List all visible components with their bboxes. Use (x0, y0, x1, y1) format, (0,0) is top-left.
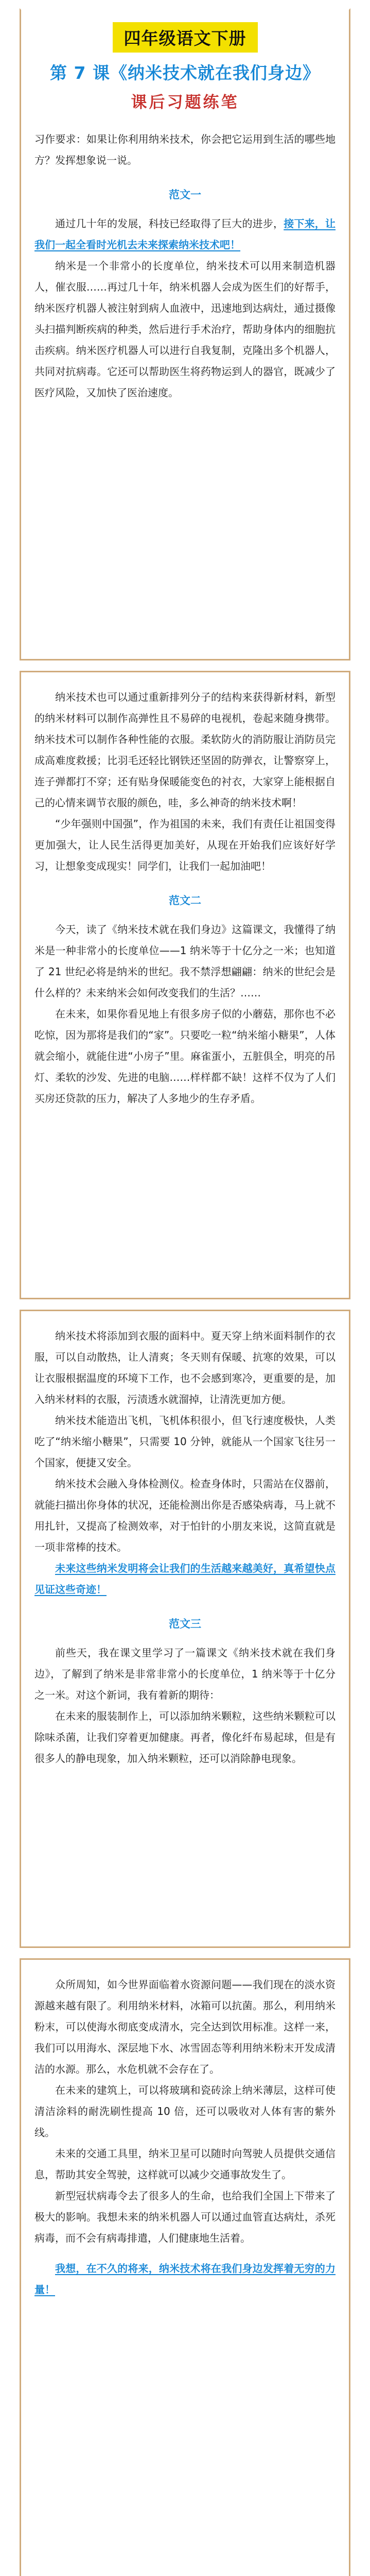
fanwen-1-paragraph-1 (34, 213, 336, 256)
fanwen-2-paragraph-2: 在未来，如果你看见地上有很多房子似的小蘑菇，那你也不必吃惊，因为那将是我们的“家”。只要吃一粒“纳米缩小糖果”，人体就会缩小，就能住进“小房子”里。麻雀蛋小，五脏俱全，明亮的吊灯、柔软的沙发、先进的电脑……样样都不缺！这样不仅为了人们买房还贷款的压力，解决了人多地少的生存矛盾。 (34, 1008, 336, 1105)
fanwen-2-paragraph-6: 未来这些纳米发明将会让我们的生活越来越美好，真希望快点见证这些奇迹！ (34, 1562, 336, 1596)
grade-title: 四年级语文下册 (113, 22, 258, 53)
card-3 (20, 1310, 350, 1948)
card-2 (20, 671, 350, 1299)
fanwen-3-heading: 范文三 (169, 1618, 201, 1630)
card-4 (20, 1958, 350, 2576)
fanwen-1-heading: 范文一 (169, 189, 201, 201)
fanwen-1-paragraph-2: 纳米是一个非常小的长度单位，纳米技术可以用来制造机器人，催衣服……再过几十年，纳米机器人会成为医生们的好帮手，纳米医疗机器人被注射到病人血液中，迅速地到达病灶，通过摄像头扫描判断疾病的种类，然后进行手术治疗，帮助身体内的细胞抗击疾病。纳米医疗机器人可以进行自我复制，克隆出多个机器人，共同对抗病毒。它还可以帮助医生将药物运到人的器官，既减少了医疗风险，又加快了医治速度。 (34, 260, 336, 399)
fanwen-3-paragraph-6: 新型冠状病毒令去了很多人的生命，也给我们全国上下带来了极大的影响。我想未来的纳米机器人可以通过血管直达病灶，杀死病毒，而不会有病毒排遣，人们健康地生活着。 (34, 2190, 336, 2244)
card-1 (20, 8, 350, 660)
practice-title: 课后习题练笔 (131, 93, 239, 112)
lesson-title: 第 7 课《纳米技术就在我们身边》 (50, 63, 320, 83)
fanwen-2-paragraph-1: 今天，读了《纳米技术就在我们身边》这篇课文，我懂得了纳米是一种非常小的长度单位——1 纳米等于十亿分之一米；也知道了 21 世纪必将是纳米的世纪。我不禁浮想翩翩：纳米的世纪会是什么样的？未来纳米会如何改变我们的生活？…… (34, 923, 336, 999)
question-text: 习作要求：如果让你利用纳米技术，你会把它运用到生活的哪些地方？发挥想象说一说。 (34, 133, 336, 166)
fanwen-2-paragraph-3: 纳米技术将添加到衣服的面料中。夏天穿上纳米面料制作的衣服，可以自动散热，让人清爽；冬天则有保暖、抗寒的效果，可以让衣服根据温度的环境下工作，也不会感到寒冷，更重要的是，加入纳米材料的衣服，污渍透水就溜掉，让清洗更加方便。 (34, 1330, 336, 1405)
fanwen-1-paragraph-4: “少年强则中国强”，作为祖国的未来，我们有责任让祖国变得更加强大，让人民生活得更加美好，从现在开始我们应该好好学习，让想象变成现实！同学们，让我们一起加油吧！ (34, 818, 336, 872)
card-4-body (21, 1960, 349, 2300)
fanwen-1-paragraph-3: 纳米技术也可以通过重新排列分子的结构来获得新材料，新型的纳米材料可以制作高弹性且不易碎的电视机，卷起来随身携带。纳米技术可以制作各种性能的衣服。柔软防火的消防服让消防员完成高难度救援；比羽毛还轻比钢铁还坚固的防弹衣，让警察穿上，连子弹都打不穿；还有贴身保暖能变色的衬衣，大家穿上能根据自己的心情来调节衣服的颜色，哇，多么神奇的纳米技术啊！ (34, 691, 336, 809)
card-3-body (21, 1311, 349, 1769)
fanwen-3-paragraph-7: 我想，在不久的将来，纳米技术将在我们身边发挥着无穷的力量！ (34, 2262, 336, 2296)
card-2-body (21, 672, 349, 1109)
card-1-body (21, 129, 349, 403)
title-block (21, 22, 349, 112)
fanwen-2-paragraph-5: 纳米技术会融入身体检测仪。检查身体时，只需站在仪器前，就能扫描出你身体的状况，还能检测出你是否感染病毒，马上就不用扎针，又提高了检测效率，对于怕针的小朋友来说，这简直就是一项非常棒的技术。 (34, 1478, 336, 1553)
fanwen-3-paragraph-4: 在未来的建筑上，可以将玻璃和瓷砖涂上纳米薄层，这样可使清洁涂料的耐洗刷性提高 10 倍，还可以吸收对人体有害的紫外线。 (34, 2084, 336, 2139)
fanwen-2-heading: 范文二 (169, 894, 201, 907)
fanwen-3-paragraph-1: 前些天，我在课文里学习了一篇课文《纳米技术就在我们身边》，了解到了纳米是非常非常小的长度单位，1 纳米等于十亿分之一米。对这个新词，我有着新的期待： (34, 1647, 336, 1701)
fanwen-1-p1-highlight: 接下来，让我们一起全看时光机去未来探索纳米技术吧！ (34, 217, 336, 251)
fanwen-3-paragraph-3: 众所周知，如今世界面临着水资源问题——我们现在的淡水资源越来越有限了。利用纳米材料，冰箱可以抗菌。那么，利用纳米粉末，可以使海水彻底变成清水，完全达到饮用标准。这样一来，我们可以用海水、深层地下水、冰雪固态等利用纳米粉末开发成清洁的水源。那么，水危机就不会存在了。 (34, 1978, 336, 2075)
fanwen-3-paragraph-5: 未来的交通工具里，纳米卫星可以随时向驾驶人员提供交通信息，帮助其安全驾驶，这样就可以减少交通事故发生了。 (34, 2147, 336, 2181)
fanwen-2-paragraph-4: 纳米技术能造出飞机，飞机体积很小，但飞行速度极快，人类吃了“纳米缩小糖果”，只需要 10 分钟，就能从一个国家飞往另一个国家，便捷又安全。 (34, 1414, 336, 1469)
fanwen-3-paragraph-2: 在未来的服装制作上，可以添加纳米颗粒，这些纳米颗粒可以除味杀菌，让我们穿着更加健康。再者，像化纤布易起球，但是有很多人的静电现象，加入纳米颗粒，还可以消除静电现象。 (34, 1710, 336, 1765)
fanwen-1-p1-text: 通过几十年的发展，科技已经取得了巨大的进步， (55, 217, 284, 230)
